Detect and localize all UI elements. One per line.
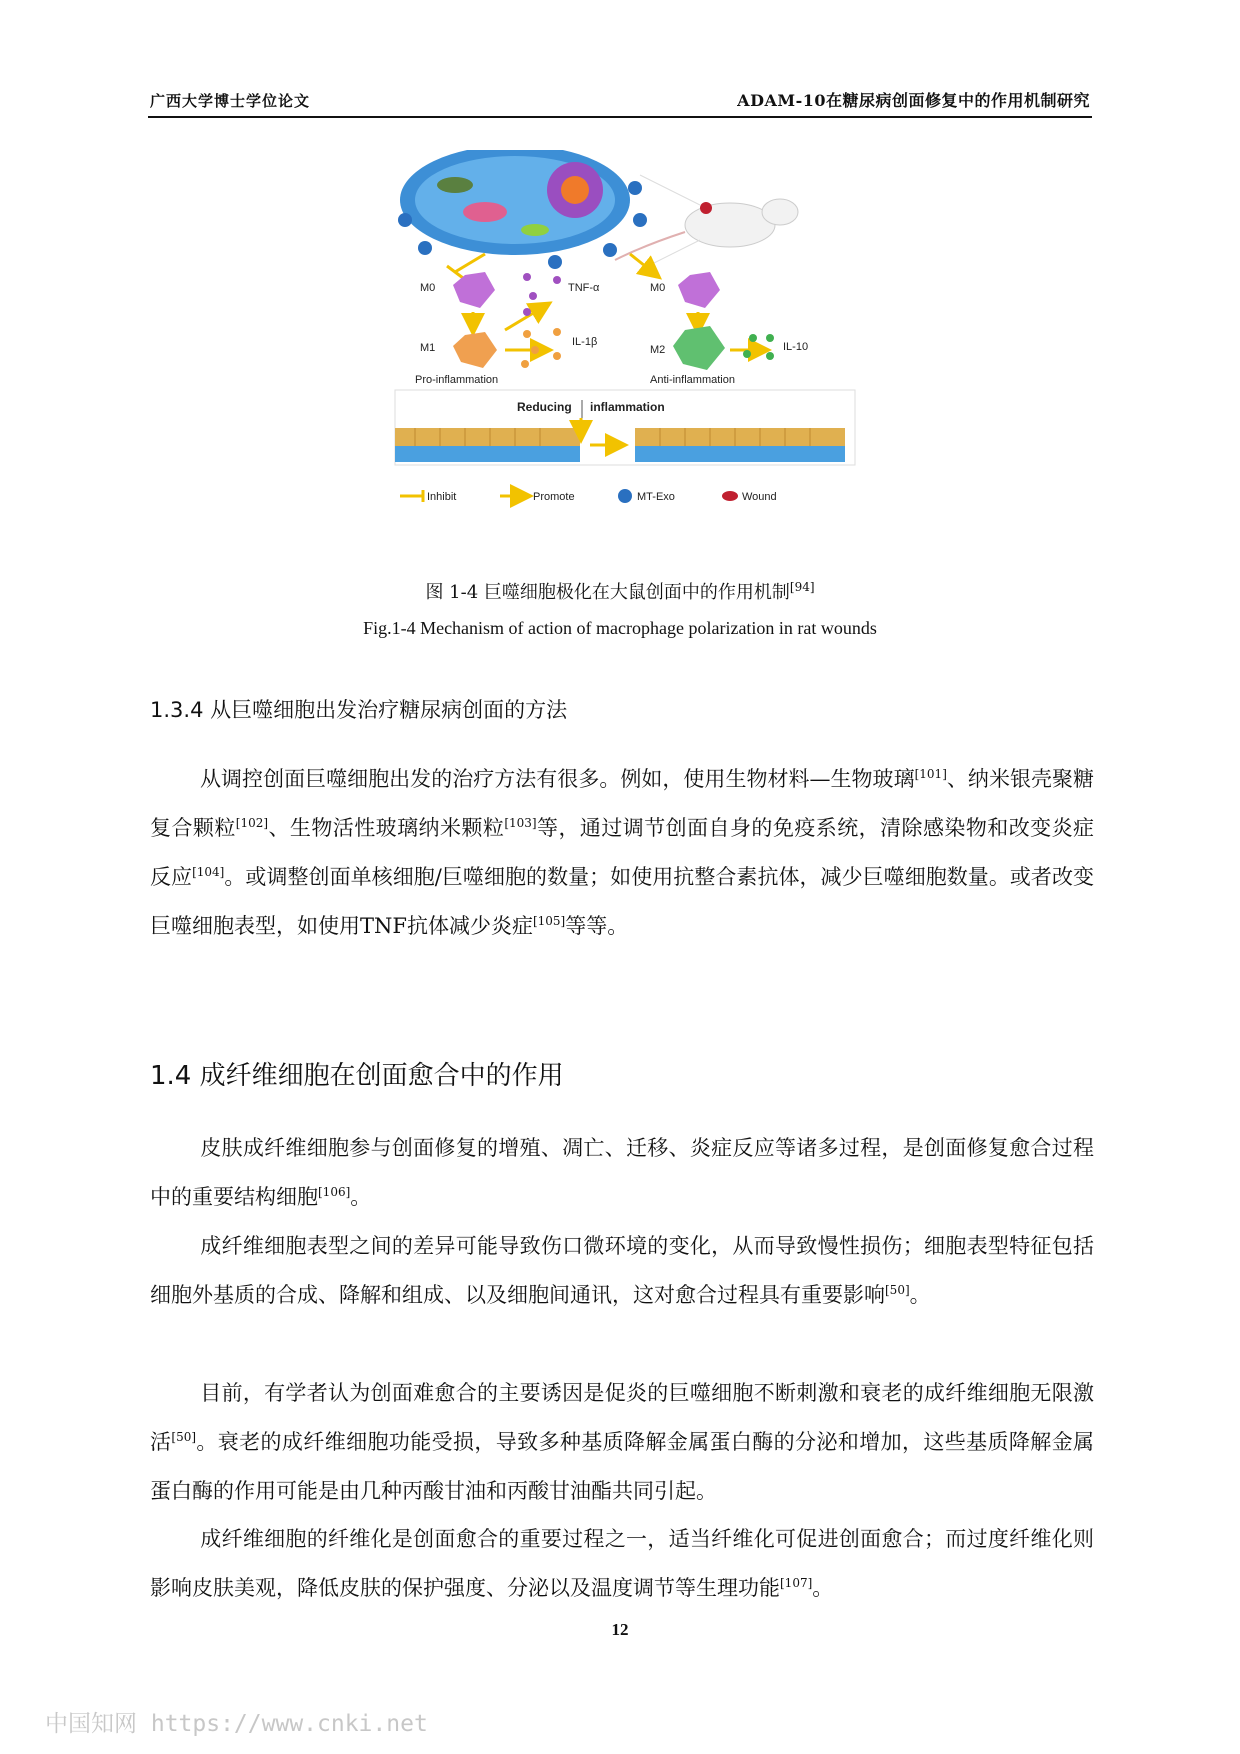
figure-macrophage-polarization bbox=[385, 150, 865, 560]
tissue-before bbox=[395, 428, 580, 462]
section-heading-1-3-4: 1.3.4 从巨噬细胞出发治疗糖尿病创面的方法 bbox=[150, 698, 568, 722]
label-pro-inflammation: Pro-inflammation bbox=[415, 374, 499, 386]
section-heading-1-4: 1.4 成纤维细胞在创面愈合中的作用 bbox=[150, 1061, 564, 1091]
label-anti-inflammation: Anti-inflammation bbox=[650, 374, 735, 386]
legend-wound: Wound bbox=[742, 491, 777, 503]
m1-cell bbox=[453, 332, 497, 368]
label-il1b: IL-1β bbox=[572, 336, 598, 348]
inhibit-arrow bbox=[455, 254, 485, 272]
m2-cell bbox=[673, 326, 725, 370]
header-rule bbox=[148, 116, 1092, 118]
label-tnf: TNF-α bbox=[568, 282, 600, 294]
legend-mt-exo: MT-Exo bbox=[637, 491, 675, 503]
wound-mark bbox=[700, 202, 712, 214]
figure-legend bbox=[400, 489, 777, 503]
figure-caption-en: Fig.1-4 Mechanism of action of macrophage polarization in rat wounds bbox=[363, 618, 877, 638]
m0-cell-right bbox=[678, 272, 720, 308]
cnki-watermark: 中国知网 https://www.cnki.net bbox=[45, 1711, 428, 1737]
label-il10: IL-10 bbox=[783, 341, 809, 353]
label-m0-right: M0 bbox=[650, 282, 666, 294]
label-m2: M2 bbox=[650, 344, 666, 356]
label-inflammation: inflammation bbox=[590, 400, 665, 414]
tissue-after bbox=[635, 428, 845, 462]
running-header-left: 广西大学博士学位论文 bbox=[150, 92, 311, 110]
label-reducing: Reducing bbox=[517, 400, 572, 414]
m0-cell-left bbox=[453, 272, 495, 308]
paragraph-4: 目前，有学者认为创面难愈合的主要诱因是促炎的巨噬细胞不断刺激和衰老的成纤维细胞无限激活[50]。衰老的成纤维细胞功能受损，导致多种基质降解金属蛋白酶的分泌和增加，这些基质降解金属蛋白酶的作用可能是由几种丙酸甘油和丙酸甘油酯共同引起。 bbox=[150, 1381, 1095, 1503]
figure-caption-cn: 图 1-4 巨噬细胞极化在大鼠创面中的作用机制[94] bbox=[425, 580, 815, 603]
paragraph-2: 皮肤成纤维细胞参与创面修复的增殖、凋亡、迁移、炎症反应等诸多过程，是创面修复愈合过程中的重要结构细胞[106]。 bbox=[150, 1136, 1094, 1209]
legend-promote: Promote bbox=[533, 491, 575, 503]
paragraph-1: 从调控创面巨噬细胞出发的治疗方法有很多。例如，使用生物材料—生物玻璃[101]、纳米银壳聚糖复合颗粒[102]、生物活性玻璃纳米颗粒[103]等，通过调节创面自身的免疫系统，清除感染物和改变炎症反应[104]。或调整创面单核细胞/巨噬细胞的数量；如使用抗整合素抗体，减少巨噬细胞数量。或者改变巨噬细胞表型，如使用TNF抗体减少炎症[105]等等。 bbox=[150, 767, 1095, 938]
cell-illustration bbox=[400, 150, 630, 255]
paragraph-5: 成纤维细胞的纤维化是创面愈合的重要过程之一，适当纤维化可促进创面愈合；而过度纤维化则影响皮肤美观，降低皮肤的保护强度、分泌以及温度调节等生理功能[107]。 bbox=[150, 1527, 1094, 1600]
legend-inhibit: Inhibit bbox=[427, 491, 457, 503]
running-header-right: ADAM-10在糖尿病创面修复中的作用机制研究 bbox=[737, 91, 1090, 110]
label-m1: M1 bbox=[420, 342, 436, 354]
label-m0-left: M0 bbox=[420, 282, 436, 294]
paragraph-3: 成纤维细胞表型之间的差异可能导致伤口微环境的变化，从而导致慢性损伤；细胞表型特征包括细胞外基质的合成、降解和组成、以及细胞间通讯，这对愈合过程具有重要影响[50]。 bbox=[150, 1234, 1094, 1307]
page-number: 12 bbox=[611, 1620, 629, 1639]
